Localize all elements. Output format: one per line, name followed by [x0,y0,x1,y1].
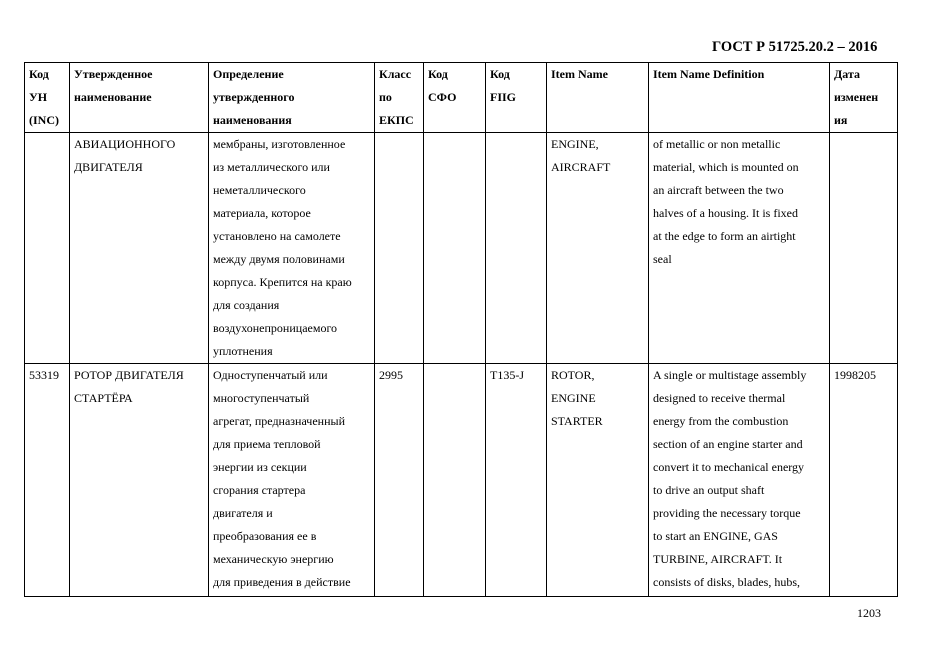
text-line: an aircraft between the two [653,183,784,197]
text-line: to start an ENGINE, GAS [653,529,778,543]
text-line: изменен [834,90,879,104]
text-line: FIIG [490,90,517,104]
text-line: material, which is mounted on [653,160,799,174]
text-line: consists of disks, blades, hubs, [653,575,800,589]
text-line: Код [490,67,510,81]
cell-fiig: T135-J [486,364,547,597]
text-line: для приведения в действие [213,575,351,589]
cell-inc: 53319 [25,364,70,597]
text-line: агрегат, предназначенный [213,414,345,428]
text-line: корпуса. Крепится на краю [213,275,352,289]
col-header-fiig [486,63,547,133]
text-line: Класс [379,67,412,81]
text-line: Код [428,67,448,81]
text-line: ДВИГАТЕЛЯ [74,160,143,174]
text-line: энергии из секции [213,460,307,474]
cell-sfo [424,133,486,364]
text-line: Одноступенчатый или [213,368,328,382]
text-line: неметаллического [213,183,306,197]
cell-item-name [547,133,649,364]
text-line: ия [834,113,848,127]
cell-item-name-definition [649,364,830,597]
text-line: Item Name Definition [653,67,765,81]
col-header-class [375,63,424,133]
text-line: мембраны, изготовленное [213,137,346,151]
table-row [25,133,898,364]
text-line: РОТОР ДВИГАТЕЛЯ [74,368,184,382]
text-line: seal [653,252,672,266]
cell-date [830,133,898,364]
text-line: сгорания стартера [213,483,306,497]
text-line: ЕКПС [379,113,414,127]
cell-sfo [424,364,486,597]
text-line: механическую энергию [213,552,334,566]
table-row [25,364,898,597]
text-line: многоступенчатый [213,391,310,405]
text-line: Утвержденное [74,67,153,81]
text-line: двигателя и [213,506,273,520]
text-line: section of an engine starter and [653,437,803,451]
text-line: (INC) [29,113,59,127]
text-line: Определение [213,67,284,81]
text-line: A single or multistage assembly [653,368,807,382]
cell-approved-name [70,133,209,364]
header-row [25,63,898,133]
col-header-date [830,63,898,133]
text-line: halves of a housing. It is fixed [653,206,798,220]
text-line: Код [29,67,49,81]
cell-item-name [547,364,649,597]
col-header-inc [25,63,70,133]
text-line: СФО [428,90,457,104]
text-line: convert it to mechanical energy [653,460,805,474]
text-line: между двумя половинами [213,252,345,266]
text-line: STARTER [551,414,603,428]
col-header-item-name-definition [649,63,830,133]
cell-class: 2995 [375,364,424,597]
col-header-approved-name [70,63,209,133]
cell-inc [25,133,70,364]
text-line: для приема тепловой [213,437,321,451]
text-line: AIRCRAFT [551,160,611,174]
text-line: материала, которое [213,206,311,220]
text-line: из металлического или [213,160,330,174]
text-line: providing the necessary torque [653,506,801,520]
text-line: воздухонепроницаемого [213,321,338,335]
text-line: для создания [213,298,280,312]
text-line: УН [29,90,48,104]
text-line: Дата [834,67,860,81]
document-title: ГОСТ Р 51725.20.2 – 2016 [712,39,878,55]
col-header-item-name [547,63,649,133]
cell-definition [209,133,375,364]
cell-fiig [486,133,547,364]
text-line: АВИАЦИОННОГО [74,137,176,151]
cell-date: 1998205 [830,364,898,597]
text-line: ENGINE [551,391,596,405]
text-line: по [379,90,392,104]
text-line: TURBINE, AIRCRAFT. It [653,552,783,566]
text-line: установлено на самолете [213,229,341,243]
text-line: СТАРТЁРА [74,391,133,405]
text-line: Item Name [551,67,608,81]
text-line: ENGINE, [551,137,599,151]
text-line: наименования [213,113,292,127]
text-line: уплотнения [213,344,273,358]
page-number: 1203 [857,606,881,620]
text-line: at the edge to form an airtight [653,229,796,243]
cell-item-name-definition [649,133,830,364]
text-line: of metallic or non metallic [653,137,781,151]
text-line: наименование [74,90,152,104]
text-line: преобразования ее в [213,529,317,543]
text-line: ROTOR, [551,368,595,382]
cell-definition [209,364,375,597]
text-line: утвержденного [213,90,295,104]
text-line: energy from the combustion [653,414,789,428]
col-header-definition [209,63,375,133]
cell-class [375,133,424,364]
text-line: designed to receive thermal [653,391,786,405]
text-line: to drive an output shaft [653,483,765,497]
col-header-sfo [424,63,486,133]
catalog-table [24,62,898,597]
cell-approved-name [70,364,209,597]
